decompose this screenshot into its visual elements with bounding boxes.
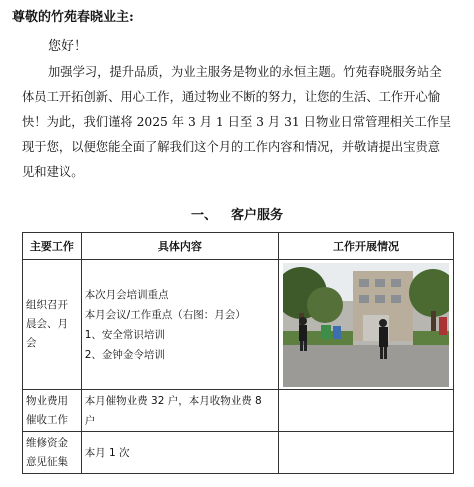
header-content: 具体内容 [81, 233, 278, 260]
content-line: 本月会议/工作重点（右图：月会） [84, 308, 246, 321]
section-number: 一、 [190, 208, 217, 223]
letter-paragraph-text: 加强学习，提升品质，为业主服务是物业的永恒主题。竹苑春晓服务站全体员工开拓创新、用心工作，通过物业不断的努力，让您的生活、工作开心愉快！为此，我们谨将 2025 年 3 月 1 日至 3 月 31 日物业日常管理相关工作呈现于您，以便您能全面了解我们这个月的工作内容和情况，并敬请提出宝贵意见和建议。 [22, 65, 452, 179]
table-cell-content: 本月催物业费 32 户，本月收物业费 8 户 [81, 390, 278, 432]
table-cell-work: 组织召开晨会、月会 [23, 260, 82, 390]
photo-hedge [283, 331, 353, 345]
table-row [23, 390, 454, 432]
photo-ground [283, 345, 449, 387]
table-cell-photo [279, 432, 454, 474]
content-line: 本次月会培训重点 [84, 288, 169, 301]
table-row [23, 432, 454, 474]
meeting-photo [283, 263, 449, 387]
header-main-work: 主要工作 [23, 233, 82, 260]
photo-person-left [299, 317, 307, 351]
table-cell-photo [279, 390, 454, 432]
section-title: 客户服务 [231, 208, 284, 223]
table-row [23, 260, 454, 390]
table-cell-work: 物业费用催收工作 [23, 390, 82, 432]
photo-bin-green [321, 325, 331, 339]
header-progress: 工作开展情况 [279, 233, 454, 260]
table-cell-content: 本月 1 次 [81, 432, 278, 474]
table-cell-content [81, 260, 278, 390]
content-line: 1、安全常识培训 [84, 328, 165, 341]
table-cell-photo [279, 260, 454, 390]
table-cell-work: 维修资金意见征集 [23, 432, 82, 474]
section-heading [0, 204, 474, 223]
photo-bin-blue [333, 326, 341, 339]
letter-paragraph [22, 60, 452, 185]
work-table [22, 232, 454, 474]
content-line: 2、金钟金令培训 [84, 348, 165, 361]
letter-greeting: 尊敬的竹苑春晓业主: [12, 10, 134, 25]
table-header-row [23, 233, 454, 260]
letter-hello: 您好！ [48, 39, 88, 54]
